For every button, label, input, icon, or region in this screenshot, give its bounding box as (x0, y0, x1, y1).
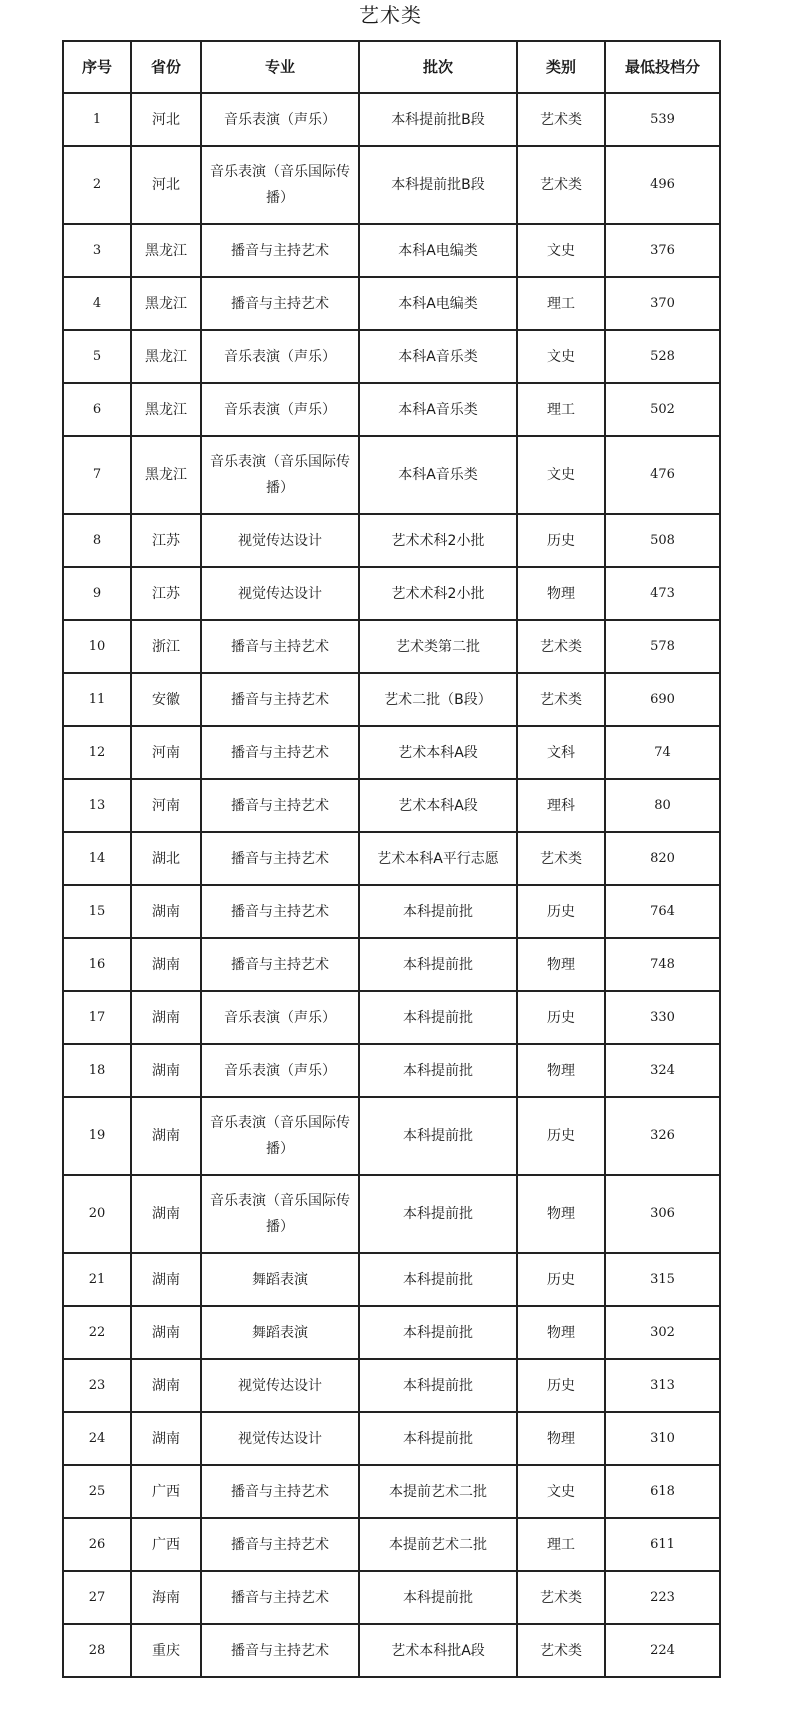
table-body (63, 93, 720, 1677)
cell-category: 文史 (517, 330, 605, 383)
cell-category: 历史 (517, 885, 605, 938)
cell-serial-number: 10 (63, 620, 131, 673)
table-row (63, 1306, 720, 1359)
cell-batch: 本提前艺术二批 (359, 1465, 517, 1518)
cell-major: 播音与主持艺术 (201, 224, 359, 277)
cell-major: 视觉传达设计 (201, 514, 359, 567)
cell-category: 艺术类 (517, 1571, 605, 1624)
cell-province: 湖南 (131, 1044, 201, 1097)
cell-min-score: 690 (605, 673, 720, 726)
cell-category: 物理 (517, 1412, 605, 1465)
table-row (63, 514, 720, 567)
cell-serial-number: 4 (63, 277, 131, 330)
cell-batch: 本科A电编类 (359, 277, 517, 330)
cell-serial-number: 14 (63, 832, 131, 885)
cell-batch: 本科提前批B段 (359, 93, 517, 146)
cell-batch: 本科提前批 (359, 1253, 517, 1306)
cell-category: 艺术类 (517, 832, 605, 885)
cell-min-score: 74 (605, 726, 720, 779)
cell-major: 播音与主持艺术 (201, 779, 359, 832)
cell-category: 物理 (517, 1044, 605, 1097)
cell-serial-number: 27 (63, 1571, 131, 1624)
table-row (63, 1571, 720, 1624)
table-row (63, 885, 720, 938)
cell-province: 安徽 (131, 673, 201, 726)
table-row (63, 779, 720, 832)
cell-major: 音乐表演（音乐国际传播） (201, 436, 359, 514)
cell-batch: 本提前艺术二批 (359, 1518, 517, 1571)
cell-min-score: 820 (605, 832, 720, 885)
table-row (63, 1253, 720, 1306)
header-serial-number: 序号 (63, 41, 131, 93)
cell-province: 广西 (131, 1518, 201, 1571)
cell-province: 河北 (131, 146, 201, 224)
table-row (63, 1624, 720, 1677)
header-major: 专业 (201, 41, 359, 93)
cell-category: 理工 (517, 277, 605, 330)
header-min-score: 最低投档分 (605, 41, 720, 93)
cell-batch: 本科A音乐类 (359, 330, 517, 383)
cell-major: 音乐表演（声乐） (201, 330, 359, 383)
cell-province: 湖北 (131, 832, 201, 885)
table-row (63, 726, 720, 779)
table-row (63, 620, 720, 673)
table-row (63, 1175, 720, 1253)
cell-major: 播音与主持艺术 (201, 1571, 359, 1624)
cell-province: 重庆 (131, 1624, 201, 1677)
cell-province: 湖南 (131, 1306, 201, 1359)
cell-major: 播音与主持艺术 (201, 885, 359, 938)
cell-min-score: 502 (605, 383, 720, 436)
cell-category: 物理 (517, 938, 605, 991)
cell-min-score: 223 (605, 1571, 720, 1624)
cell-batch: 艺术本科A段 (359, 779, 517, 832)
cell-serial-number: 24 (63, 1412, 131, 1465)
page-title-text: 艺术类 (359, 3, 422, 27)
cell-category: 历史 (517, 1359, 605, 1412)
cell-min-score: 476 (605, 436, 720, 514)
cell-province: 浙江 (131, 620, 201, 673)
cell-min-score: 528 (605, 330, 720, 383)
table-row (63, 991, 720, 1044)
table-row (63, 567, 720, 620)
cell-major: 播音与主持艺术 (201, 1624, 359, 1677)
cell-major: 音乐表演（声乐） (201, 991, 359, 1044)
cell-batch: 本科提前批 (359, 1097, 517, 1175)
cell-min-score: 80 (605, 779, 720, 832)
cell-serial-number: 2 (63, 146, 131, 224)
cell-major: 音乐表演（音乐国际传播） (201, 1097, 359, 1175)
cell-category: 艺术类 (517, 1624, 605, 1677)
cell-serial-number: 13 (63, 779, 131, 832)
cell-province: 湖南 (131, 885, 201, 938)
cell-min-score: 539 (605, 93, 720, 146)
cell-serial-number: 17 (63, 991, 131, 1044)
cell-province: 海南 (131, 1571, 201, 1624)
cell-batch: 本科提前批 (359, 1044, 517, 1097)
cell-serial-number: 8 (63, 514, 131, 567)
admission-score-table (62, 40, 721, 1678)
cell-province: 黑龙江 (131, 436, 201, 514)
cell-category: 理工 (517, 383, 605, 436)
cell-major: 音乐表演（音乐国际传播） (201, 146, 359, 224)
cell-serial-number: 21 (63, 1253, 131, 1306)
cell-major: 音乐表演（声乐） (201, 93, 359, 146)
cell-min-score: 224 (605, 1624, 720, 1677)
table-row (63, 224, 720, 277)
cell-batch: 本科提前批 (359, 1306, 517, 1359)
cell-major: 播音与主持艺术 (201, 726, 359, 779)
cell-category: 理工 (517, 1518, 605, 1571)
cell-province: 河北 (131, 93, 201, 146)
cell-min-score: 315 (605, 1253, 720, 1306)
cell-category: 历史 (517, 1097, 605, 1175)
cell-batch: 本科A音乐类 (359, 436, 517, 514)
cell-serial-number: 3 (63, 224, 131, 277)
cell-batch: 艺术术科2小批 (359, 514, 517, 567)
cell-province: 河南 (131, 726, 201, 779)
cell-province: 湖南 (131, 1359, 201, 1412)
cell-batch: 本科A电编类 (359, 224, 517, 277)
header-batch: 批次 (359, 41, 517, 93)
cell-province: 江苏 (131, 567, 201, 620)
header-province: 省份 (131, 41, 201, 93)
cell-major: 视觉传达设计 (201, 1412, 359, 1465)
cell-province: 江苏 (131, 514, 201, 567)
cell-category: 艺术类 (517, 673, 605, 726)
table-row (63, 1097, 720, 1175)
cell-batch: 本科提前批 (359, 991, 517, 1044)
cell-serial-number: 28 (63, 1624, 131, 1677)
cell-min-score: 302 (605, 1306, 720, 1359)
cell-province: 河南 (131, 779, 201, 832)
cell-serial-number: 15 (63, 885, 131, 938)
cell-min-score: 508 (605, 514, 720, 567)
cell-category: 文史 (517, 224, 605, 277)
cell-province: 湖南 (131, 1097, 201, 1175)
cell-batch: 本科提前批 (359, 1571, 517, 1624)
table-row (63, 1518, 720, 1571)
cell-category: 文科 (517, 726, 605, 779)
table-row (63, 1465, 720, 1518)
cell-category: 历史 (517, 514, 605, 567)
cell-category: 艺术类 (517, 93, 605, 146)
table-row (63, 93, 720, 146)
cell-min-score: 370 (605, 277, 720, 330)
cell-serial-number: 12 (63, 726, 131, 779)
cell-batch: 本科提前批 (359, 1359, 517, 1412)
cell-category: 历史 (517, 1253, 605, 1306)
cell-serial-number: 18 (63, 1044, 131, 1097)
cell-province: 湖南 (131, 938, 201, 991)
cell-major: 音乐表演（声乐） (201, 1044, 359, 1097)
cell-min-score: 578 (605, 620, 720, 673)
cell-batch: 本科提前批 (359, 885, 517, 938)
cell-major: 播音与主持艺术 (201, 620, 359, 673)
table-row (63, 832, 720, 885)
table-row (63, 330, 720, 383)
cell-province: 湖南 (131, 1253, 201, 1306)
cell-category: 文史 (517, 1465, 605, 1518)
cell-batch: 本科提前批 (359, 1175, 517, 1253)
cell-province: 湖南 (131, 1412, 201, 1465)
cell-major: 播音与主持艺术 (201, 938, 359, 991)
cell-major: 舞蹈表演 (201, 1253, 359, 1306)
cell-province: 黑龙江 (131, 383, 201, 436)
cell-min-score: 376 (605, 224, 720, 277)
cell-min-score: 473 (605, 567, 720, 620)
cell-category: 历史 (517, 991, 605, 1044)
cell-batch: 本科A音乐类 (359, 383, 517, 436)
table-header-row (63, 41, 720, 93)
cell-major: 播音与主持艺术 (201, 277, 359, 330)
table-row (63, 1412, 720, 1465)
cell-province: 湖南 (131, 991, 201, 1044)
cell-category: 艺术类 (517, 146, 605, 224)
cell-province: 湖南 (131, 1175, 201, 1253)
table-row (63, 383, 720, 436)
cell-category: 物理 (517, 1306, 605, 1359)
cell-min-score: 306 (605, 1175, 720, 1253)
cell-serial-number: 26 (63, 1518, 131, 1571)
cell-batch: 本科提前批 (359, 1412, 517, 1465)
cell-min-score: 618 (605, 1465, 720, 1518)
cell-batch: 艺术类第二批 (359, 620, 517, 673)
cell-min-score: 324 (605, 1044, 720, 1097)
cell-serial-number: 9 (63, 567, 131, 620)
cell-major: 播音与主持艺术 (201, 1518, 359, 1571)
cell-major: 视觉传达设计 (201, 567, 359, 620)
cell-serial-number: 5 (63, 330, 131, 383)
cell-serial-number: 11 (63, 673, 131, 726)
table-row (63, 436, 720, 514)
cell-serial-number: 16 (63, 938, 131, 991)
cell-min-score: 326 (605, 1097, 720, 1175)
cell-province: 黑龙江 (131, 277, 201, 330)
cell-province: 黑龙江 (131, 224, 201, 277)
cell-serial-number: 22 (63, 1306, 131, 1359)
cell-category: 物理 (517, 1175, 605, 1253)
cell-category: 艺术类 (517, 620, 605, 673)
cell-major: 视觉传达设计 (201, 1359, 359, 1412)
cell-major: 音乐表演（音乐国际传播） (201, 1175, 359, 1253)
cell-min-score: 310 (605, 1412, 720, 1465)
cell-min-score: 748 (605, 938, 720, 991)
cell-min-score: 330 (605, 991, 720, 1044)
table-row (63, 1359, 720, 1412)
cell-major: 播音与主持艺术 (201, 832, 359, 885)
cell-serial-number: 1 (63, 93, 131, 146)
cell-batch: 艺术术科2小批 (359, 567, 517, 620)
cell-serial-number: 20 (63, 1175, 131, 1253)
cell-major: 音乐表演（声乐） (201, 383, 359, 436)
cell-min-score: 611 (605, 1518, 720, 1571)
cell-category: 物理 (517, 567, 605, 620)
cell-batch: 艺术本科A段 (359, 726, 517, 779)
cell-batch: 本科提前批 (359, 938, 517, 991)
header-category: 类别 (517, 41, 605, 93)
cell-min-score: 313 (605, 1359, 720, 1412)
table-row (63, 146, 720, 224)
table-row (63, 938, 720, 991)
cell-major: 播音与主持艺术 (201, 1465, 359, 1518)
table-row (63, 673, 720, 726)
table-row (63, 1044, 720, 1097)
cell-province: 黑龙江 (131, 330, 201, 383)
cell-serial-number: 25 (63, 1465, 131, 1518)
cell-serial-number: 23 (63, 1359, 131, 1412)
cell-serial-number: 7 (63, 436, 131, 514)
cell-batch: 艺术本科A平行志愿 (359, 832, 517, 885)
cell-serial-number: 19 (63, 1097, 131, 1175)
cell-category: 文史 (517, 436, 605, 514)
table-row (63, 277, 720, 330)
cell-batch: 本科提前批B段 (359, 146, 517, 224)
cell-batch: 艺术二批（B段） (359, 673, 517, 726)
cell-min-score: 764 (605, 885, 720, 938)
cell-province: 广西 (131, 1465, 201, 1518)
cell-major: 播音与主持艺术 (201, 673, 359, 726)
cell-serial-number: 6 (63, 383, 131, 436)
cell-batch: 艺术本科批A段 (359, 1624, 517, 1677)
cell-category: 理科 (517, 779, 605, 832)
cell-major: 舞蹈表演 (201, 1306, 359, 1359)
cell-min-score: 496 (605, 146, 720, 224)
